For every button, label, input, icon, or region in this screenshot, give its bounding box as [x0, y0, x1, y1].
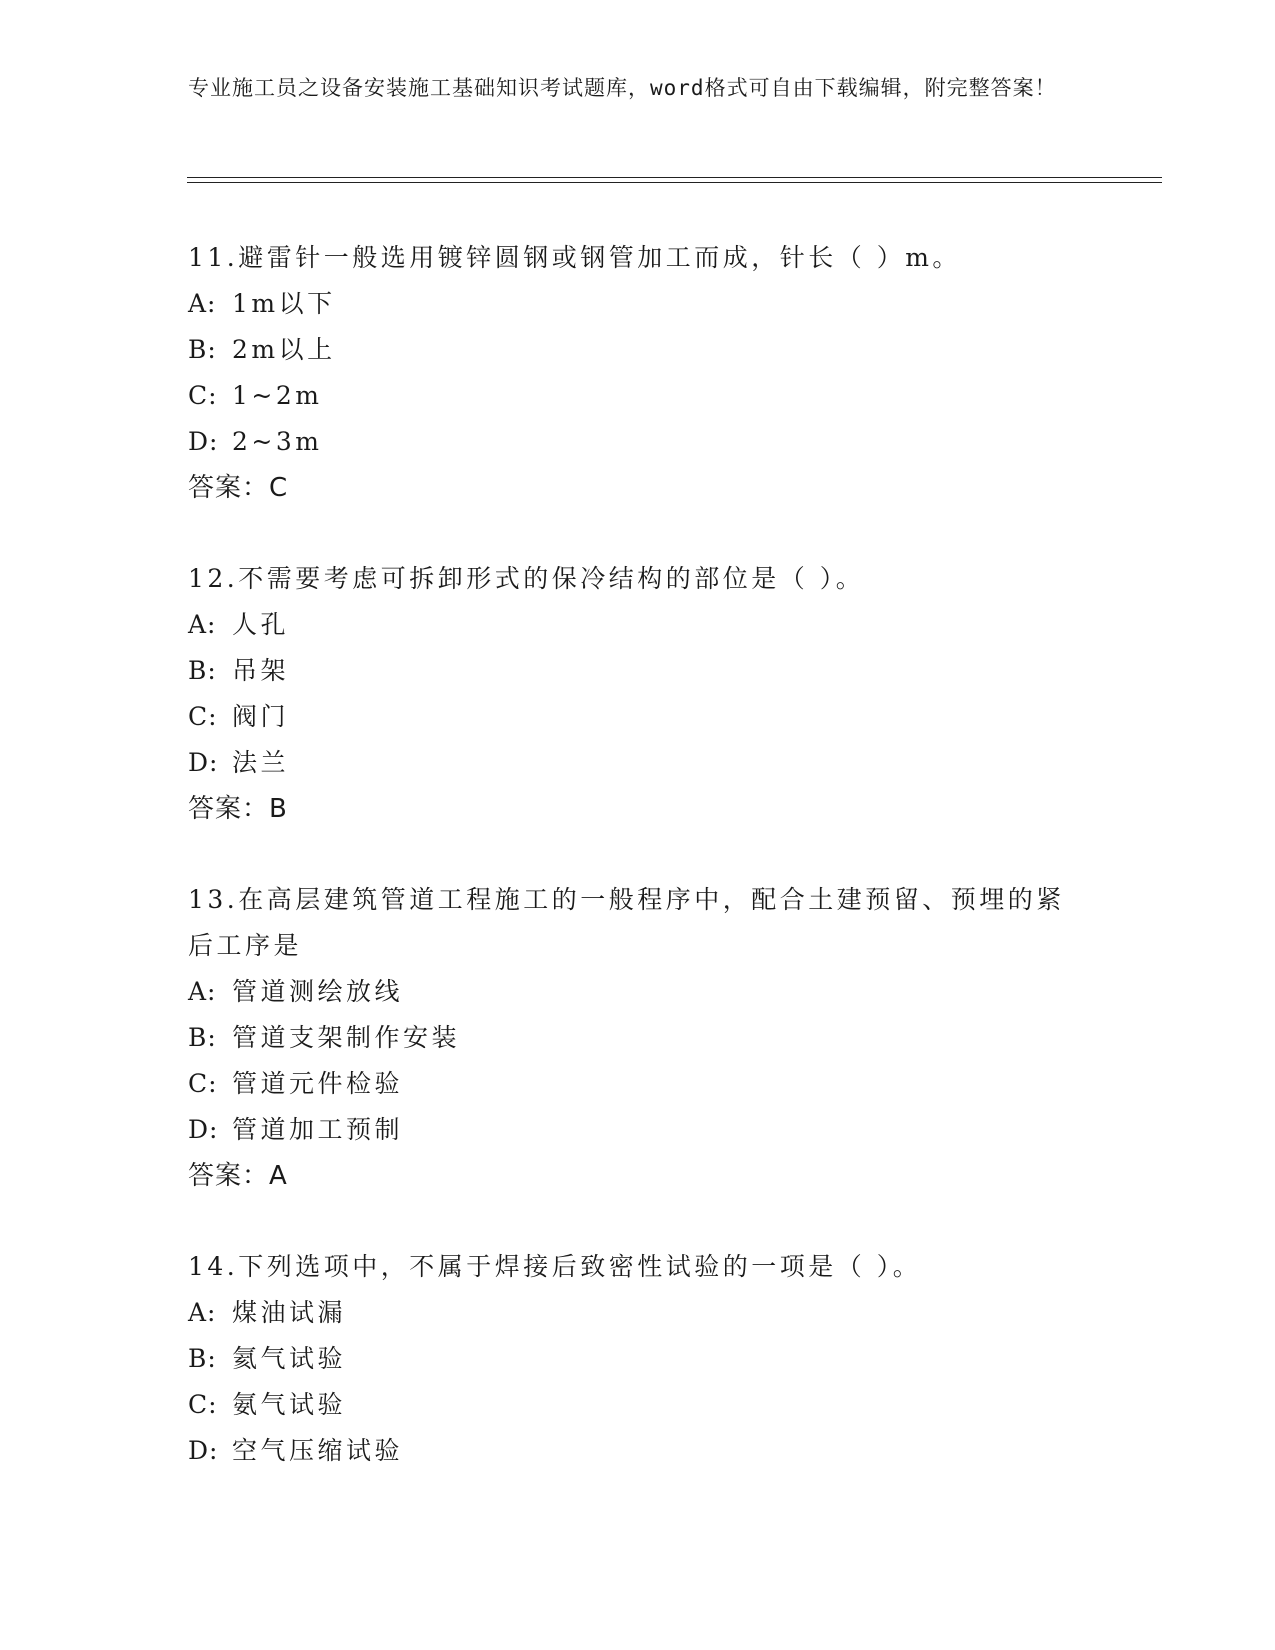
option-a	[188, 281, 1088, 327]
option-c	[188, 694, 1088, 740]
question-stem: 11.避雷针一般选用镀锌圆钢或钢管加工而成，针长（ ）m。	[188, 243, 961, 272]
option-text: 氦气试验	[232, 1344, 347, 1373]
option-label: D:	[188, 748, 219, 777]
option-label: C:	[188, 702, 218, 731]
option-d	[188, 1428, 1088, 1474]
option-label: A:	[188, 977, 217, 1006]
option-label: A:	[188, 610, 217, 639]
option-label: D:	[188, 1436, 219, 1465]
option-text: 2m以上	[232, 335, 336, 364]
question-stem: 14.下列选项中，不属于焊接后致密性试验的一项是（ ）。	[188, 1252, 922, 1281]
option-label: B:	[188, 335, 217, 364]
option-d	[188, 419, 1088, 465]
option-label: B:	[188, 656, 217, 685]
option-label: C:	[188, 381, 218, 410]
question-13	[188, 877, 1088, 1199]
option-b	[188, 1015, 1088, 1061]
option-text: 空气压缩试验	[232, 1436, 404, 1465]
answer-line: 答案：B	[188, 794, 288, 824]
answer-line: 答案：A	[188, 1161, 288, 1191]
question-11	[188, 235, 1088, 511]
question-14	[188, 1244, 1088, 1474]
option-c	[188, 1382, 1088, 1428]
question-12	[188, 556, 1088, 832]
option-d	[188, 1107, 1088, 1153]
option-b	[188, 327, 1088, 373]
option-a	[188, 969, 1088, 1015]
option-text: 管道加工预制	[232, 1115, 404, 1144]
option-text: 1m以下	[232, 289, 336, 318]
option-label: A:	[188, 1298, 217, 1327]
option-d	[188, 740, 1088, 786]
option-text: 管道支架制作安装	[232, 1023, 461, 1052]
option-a	[188, 1290, 1088, 1336]
answer-line: 答案：C	[188, 473, 289, 503]
option-b	[188, 648, 1088, 694]
document-header: 专业施工员之设备安装施工基础知识考试题库，word格式可自由下载编辑，附完整答案！	[188, 76, 1057, 100]
option-c	[188, 373, 1088, 419]
option-label: B:	[188, 1023, 217, 1052]
option-a	[188, 602, 1088, 648]
question-stem: 13.在高层建筑管道工程施工的一般程序中，配合土建预留、预埋的紧后工序是	[188, 885, 1065, 960]
option-label: B:	[188, 1344, 217, 1373]
option-text: 阀门	[232, 702, 290, 731]
header-rule-bottom	[187, 182, 1162, 183]
option-label: C:	[188, 1390, 218, 1419]
header-rule-top	[187, 177, 1162, 178]
option-b	[188, 1336, 1088, 1382]
option-text: 吊架	[232, 656, 290, 685]
option-text: 管道测绘放线	[232, 977, 404, 1006]
option-label: C:	[188, 1069, 218, 1098]
option-text: 氨气试验	[232, 1390, 347, 1419]
option-text: 人孔	[232, 610, 290, 639]
option-text: 管道元件检验	[232, 1069, 404, 1098]
option-label: D:	[188, 427, 219, 456]
option-label: A:	[188, 289, 217, 318]
option-label: D:	[188, 1115, 219, 1144]
question-stem: 12.不需要考虑可拆卸形式的保冷结构的部位是（ ）。	[188, 564, 865, 593]
option-text: 煤油试漏	[232, 1298, 347, 1327]
option-text: 法兰	[232, 748, 290, 777]
option-text: 1~2m	[232, 381, 323, 410]
option-text: 2~3m	[232, 427, 323, 456]
option-c	[188, 1061, 1088, 1107]
